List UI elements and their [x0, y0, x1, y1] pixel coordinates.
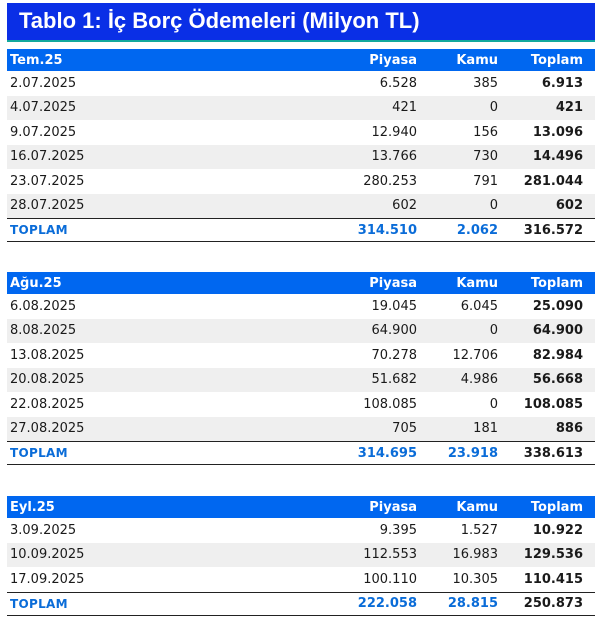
total-toplam: 316.572 [523, 222, 583, 238]
piyasa-cell: 51.682 [371, 372, 417, 388]
piyasa-cell: 12.940 [371, 124, 417, 140]
col-piyasa-header: Piyasa [369, 275, 417, 291]
piyasa-cell: 108.085 [363, 396, 417, 412]
col-kamu-header: Kamu [456, 52, 498, 68]
total-toplam: 250.873 [523, 596, 583, 611]
piyasa-cell: 64.900 [371, 323, 417, 339]
total-piyasa: 314.695 [357, 445, 417, 461]
kamu-cell: 16.983 [452, 547, 498, 563]
col-kamu-header: Kamu [456, 275, 498, 291]
section-header [7, 496, 595, 518]
kamu-cell: 10.305 [452, 571, 498, 587]
toplam-cell: 129.536 [523, 547, 583, 563]
section-title: Eyl.25 [10, 499, 55, 515]
section-header [7, 49, 595, 71]
piyasa-cell: 100.110 [363, 571, 417, 587]
total-row [7, 441, 595, 465]
table-row [7, 417, 595, 442]
col-toplam-header: Toplam [530, 275, 583, 291]
table-row [7, 294, 595, 319]
total-piyasa: 222.058 [357, 596, 417, 611]
kamu-cell: 385 [473, 75, 498, 91]
piyasa-cell: 9.395 [379, 522, 417, 538]
piyasa-cell: 421 [392, 100, 417, 116]
kamu-cell: 4.986 [460, 372, 498, 388]
date-cell: 8.08.2025 [10, 323, 77, 339]
total-label: TOPLAM [10, 446, 68, 460]
table-row [7, 96, 595, 121]
kamu-cell: 181 [473, 421, 498, 437]
date-cell: 27.08.2025 [10, 421, 85, 437]
section-july [7, 49, 595, 242]
kamu-cell: 0 [489, 396, 498, 412]
col-kamu-header: Kamu [456, 499, 498, 515]
col-piyasa-header: Piyasa [369, 52, 417, 68]
kamu-cell: 0 [489, 198, 498, 214]
title-bar [7, 3, 595, 42]
table-row [7, 120, 595, 145]
section-title: Tem.25 [10, 52, 63, 68]
col-piyasa-header: Piyasa [369, 499, 417, 515]
kamu-cell: 0 [489, 323, 498, 339]
piyasa-cell: 19.045 [371, 298, 417, 314]
table-row [7, 145, 595, 170]
toplam-cell: 281.044 [523, 173, 583, 189]
toplam-cell: 6.913 [541, 75, 583, 91]
table-row [7, 71, 595, 96]
table-row [7, 343, 595, 368]
table-row [7, 194, 595, 219]
piyasa-cell: 602 [392, 198, 417, 214]
kamu-cell: 156 [473, 124, 498, 140]
date-cell: 6.08.2025 [10, 298, 77, 314]
total-toplam: 338.613 [523, 445, 583, 461]
col-toplam-header: Toplam [530, 499, 583, 515]
date-cell: 3.09.2025 [10, 522, 77, 538]
toplam-cell: 13.096 [532, 124, 583, 140]
toplam-cell: 108.085 [523, 396, 583, 412]
table-row [7, 368, 595, 393]
piyasa-cell: 705 [392, 421, 417, 437]
toplam-cell: 82.984 [532, 347, 583, 363]
table-row [7, 543, 595, 568]
section-title: Ağu.25 [10, 275, 62, 291]
section-header [7, 272, 595, 294]
total-label: TOPLAM [10, 223, 68, 237]
date-cell: 22.08.2025 [10, 396, 85, 412]
piyasa-cell: 280.253 [363, 173, 417, 189]
page-title: Tablo 1: İç Borç Ödemeleri (Milyon TL) [19, 8, 420, 33]
total-piyasa: 314.510 [357, 222, 417, 238]
piyasa-cell: 6.528 [379, 75, 417, 91]
table-row [7, 319, 595, 344]
toplam-cell: 10.922 [532, 522, 583, 538]
total-kamu: 28.815 [447, 596, 498, 611]
kamu-cell: 1.527 [460, 522, 498, 538]
date-cell: 10.09.2025 [10, 547, 85, 563]
date-cell: 9.07.2025 [10, 124, 77, 140]
table-row [7, 518, 595, 543]
col-toplam-header: Toplam [530, 52, 583, 68]
kamu-cell: 0 [489, 100, 498, 116]
toplam-cell: 602 [555, 198, 583, 214]
total-row [7, 592, 595, 616]
toplam-cell: 56.668 [532, 372, 583, 388]
date-cell: 4.07.2025 [10, 100, 77, 116]
toplam-cell: 886 [555, 421, 583, 437]
date-cell: 28.07.2025 [10, 198, 85, 214]
piyasa-cell: 70.278 [371, 347, 417, 363]
section-august [7, 272, 595, 465]
toplam-cell: 64.900 [532, 323, 583, 339]
toplam-cell: 14.496 [532, 149, 583, 165]
date-cell: 23.07.2025 [10, 173, 85, 189]
toplam-cell: 421 [555, 100, 583, 116]
total-kamu: 2.062 [456, 222, 498, 238]
piyasa-cell: 13.766 [371, 149, 417, 165]
kamu-cell: 12.706 [452, 347, 498, 363]
toplam-cell: 25.090 [532, 298, 583, 314]
table-row [7, 567, 595, 592]
date-cell: 16.07.2025 [10, 149, 85, 165]
table-row [7, 169, 595, 194]
date-cell: 2.07.2025 [10, 75, 77, 91]
section-september [7, 496, 595, 616]
date-cell: 20.08.2025 [10, 372, 85, 388]
toplam-cell: 110.415 [523, 571, 583, 587]
date-cell: 13.08.2025 [10, 347, 85, 363]
total-label: TOPLAM [10, 596, 68, 611]
kamu-cell: 730 [473, 149, 498, 165]
total-row [7, 218, 595, 242]
piyasa-cell: 112.553 [363, 547, 417, 563]
kamu-cell: 6.045 [460, 298, 498, 314]
date-cell: 17.09.2025 [10, 571, 85, 587]
table-row [7, 392, 595, 417]
kamu-cell: 791 [473, 173, 498, 189]
total-kamu: 23.918 [447, 445, 498, 461]
